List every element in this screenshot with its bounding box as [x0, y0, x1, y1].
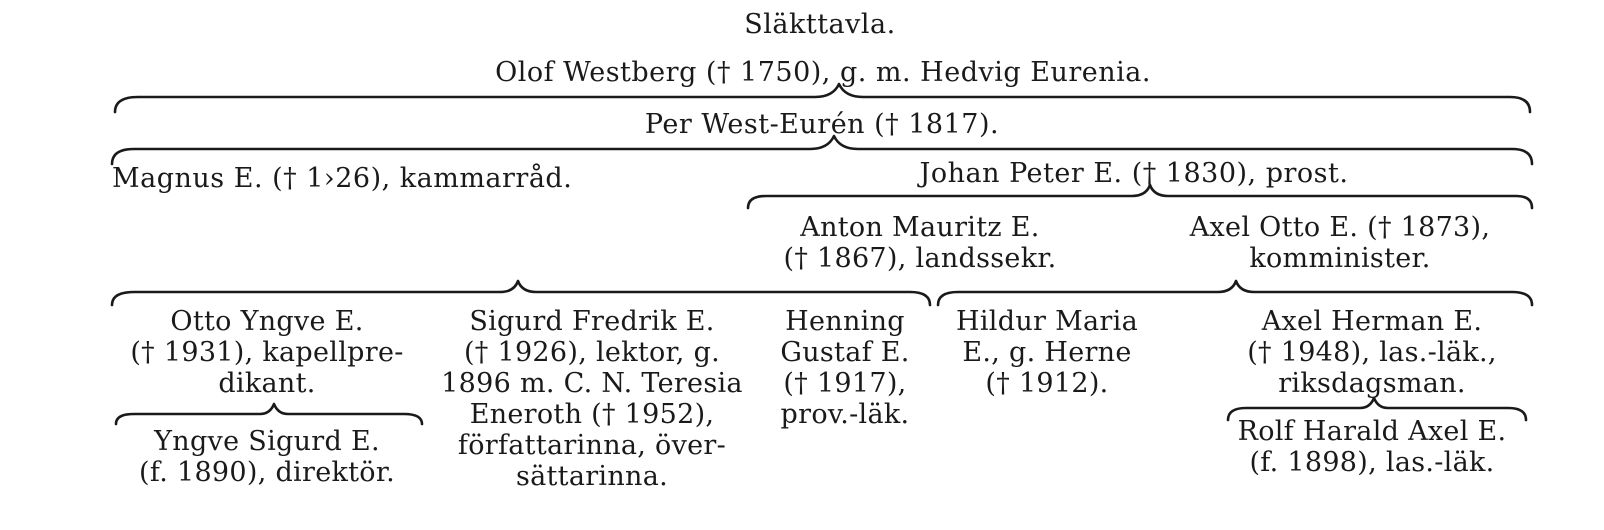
- text-line: sättarinna.: [515, 461, 669, 492]
- text-line: Axel Otto E. († 1873),: [1189, 212, 1491, 243]
- gen6-yngve: [108, 426, 426, 488]
- text-line: dikant.: [218, 368, 316, 399]
- text-line: riksdagsman.: [1278, 368, 1466, 399]
- text-line: Anton Mauritz E.: [800, 212, 1040, 243]
- gen1-ancestor: Olof Westberg († 1750), g. m. Hedvig Eurenia.: [495, 57, 1151, 88]
- text-line: Henning: [785, 306, 905, 337]
- text-line: Yngve Sigurd E.: [154, 426, 380, 457]
- gen5-sigurd: [430, 306, 754, 492]
- text-line: († 1917),: [783, 368, 907, 399]
- gen3-magnus: Magnus E. († 1›26), kammarråd.: [112, 163, 573, 194]
- brace-otto-children: [116, 404, 422, 424]
- text-line: författarinna, över-: [457, 430, 727, 461]
- text-line: († 1912).: [985, 368, 1109, 399]
- gen4-axel-otto: [1150, 212, 1530, 274]
- gen5-henning: [760, 306, 930, 430]
- brace-anton-children: [112, 281, 930, 305]
- gen3-johan: Johan Peter E. († 1830), prost.: [919, 158, 1349, 189]
- gen5-otto: [108, 306, 426, 399]
- text-line: (f. 1890), direktör.: [139, 457, 395, 488]
- text-line: Axel Herman E.: [1261, 306, 1483, 337]
- gen5-hildur: [936, 306, 1158, 399]
- gen2-person: Per West-Eurén († 1817).: [644, 109, 1000, 140]
- text-line: († 1948), las.-läk.,: [1247, 337, 1497, 368]
- text-line: Gustaf E.: [780, 337, 910, 368]
- text-line: E., g. Herne: [962, 337, 1132, 368]
- text-line: Eneroth († 1952),: [469, 399, 715, 430]
- text-line: Otto Yngve E.: [170, 306, 364, 337]
- text-line: († 1926), lektor, g.: [463, 337, 721, 368]
- gen4-anton: [750, 212, 1090, 274]
- text-line: Sigurd Fredrik E.: [469, 306, 715, 337]
- table-title: Släkttavla.: [744, 9, 896, 40]
- brace-axel-otto-children: [938, 281, 1532, 305]
- text-line: Rolf Harald Axel E.: [1237, 416, 1507, 447]
- text-line: 1896 m. C. N. Teresia: [441, 368, 743, 399]
- gen5-axel-herman: [1200, 306, 1544, 399]
- text-line: komminister.: [1249, 243, 1431, 274]
- text-line: prov.-läk.: [780, 399, 910, 430]
- text-line: († 1931), kapellpre-: [130, 337, 404, 368]
- text-line: (f. 1898), las.-läk.: [1249, 447, 1495, 478]
- text-line: Hildur Maria: [956, 306, 1138, 337]
- gen6-rolf: [1200, 416, 1544, 478]
- text-line: († 1867), landssekr.: [783, 243, 1057, 274]
